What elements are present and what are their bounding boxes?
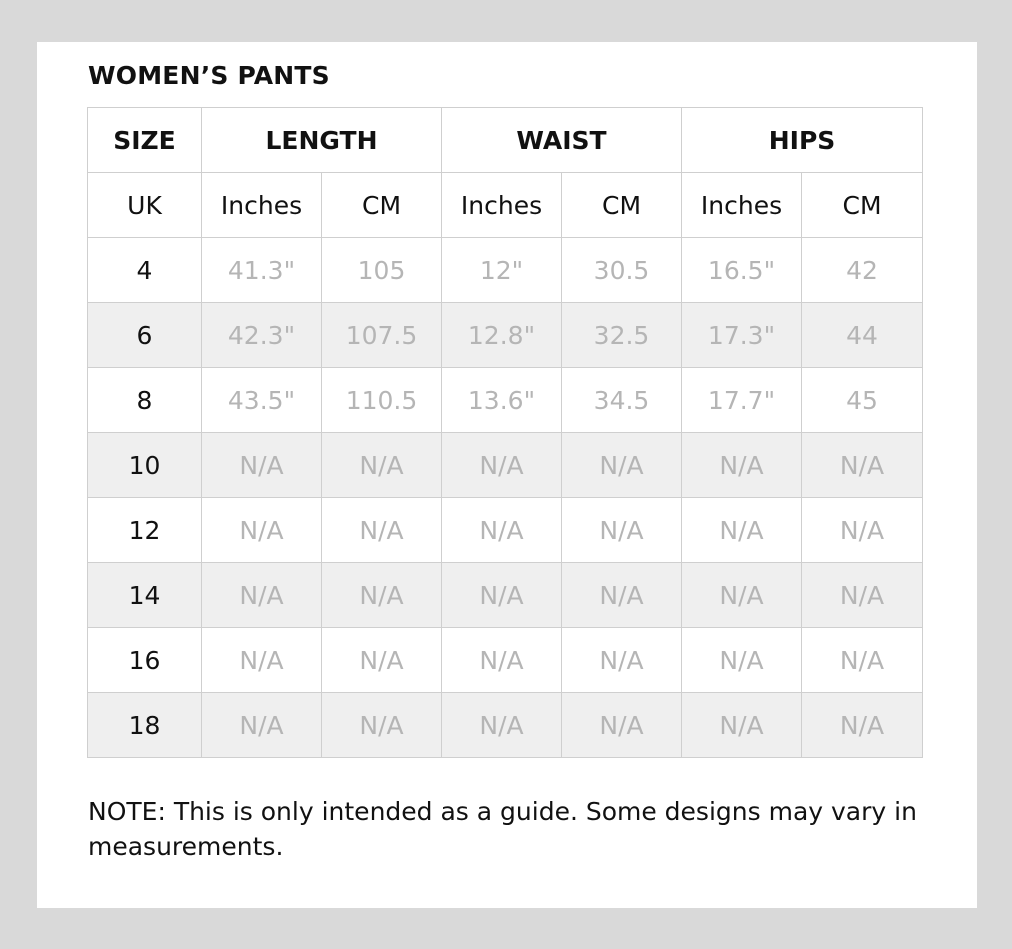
hips-cm-header: CM (802, 173, 923, 238)
hips-cm-cell: N/A (802, 563, 923, 628)
chart-title: WOMEN’S PANTS (88, 61, 330, 90)
length-cm-header: CM (322, 173, 442, 238)
length-inches-cell: N/A (202, 563, 322, 628)
size-cell: 8 (88, 368, 202, 433)
waist-inches-cell: N/A (442, 433, 562, 498)
table-row (88, 303, 923, 368)
length-inches-cell: 41.3" (202, 238, 322, 303)
hips-inches-cell: N/A (682, 628, 802, 693)
length-inches-header: Inches (202, 173, 322, 238)
waist-header: WAIST (442, 108, 682, 173)
table-row (88, 433, 923, 498)
hips-inches-cell: N/A (682, 693, 802, 758)
waist-cm-cell: N/A (562, 563, 682, 628)
length-inches-cell: N/A (202, 433, 322, 498)
hips-inches-header: Inches (682, 173, 802, 238)
table-row (88, 693, 923, 758)
hips-inches-cell: 17.7" (682, 368, 802, 433)
length-cm-cell: N/A (322, 498, 442, 563)
length-inches-cell: 43.5" (202, 368, 322, 433)
waist-inches-cell: 12" (442, 238, 562, 303)
length-inches-cell: N/A (202, 628, 322, 693)
hips-cm-cell: 42 (802, 238, 923, 303)
hips-cm-cell: N/A (802, 433, 923, 498)
hips-inches-cell: N/A (682, 563, 802, 628)
waist-inches-cell: N/A (442, 498, 562, 563)
length-header: LENGTH (202, 108, 442, 173)
size-chart-card (37, 42, 977, 908)
waist-cm-cell: N/A (562, 628, 682, 693)
hips-inches-cell: N/A (682, 433, 802, 498)
waist-cm-cell: N/A (562, 433, 682, 498)
waist-cm-cell: 30.5 (562, 238, 682, 303)
waist-inches-cell: 12.8" (442, 303, 562, 368)
hips-inches-cell: N/A (682, 498, 802, 563)
length-cm-cell: 105 (322, 238, 442, 303)
guide-note: NOTE: This is only intended as a guide. Some designs may vary in measurements. (88, 797, 917, 861)
length-cm-cell: N/A (322, 693, 442, 758)
length-inches-cell: N/A (202, 498, 322, 563)
size-cell: 14 (88, 563, 202, 628)
waist-cm-header: CM (562, 173, 682, 238)
table-row (88, 368, 923, 433)
table-row (88, 563, 923, 628)
hips-cm-cell: N/A (802, 498, 923, 563)
waist-cm-cell: N/A (562, 693, 682, 758)
table-row (88, 628, 923, 693)
size-header: SIZE (88, 108, 202, 173)
waist-cm-cell: N/A (562, 498, 682, 563)
hips-cm-cell: N/A (802, 628, 923, 693)
length-inches-cell: N/A (202, 693, 322, 758)
hips-inches-cell: 16.5" (682, 238, 802, 303)
length-cm-cell: N/A (322, 433, 442, 498)
length-inches-cell: 42.3" (202, 303, 322, 368)
hips-cm-cell: 45 (802, 368, 923, 433)
waist-cm-cell: 32.5 (562, 303, 682, 368)
waist-cm-cell: 34.5 (562, 368, 682, 433)
table-row (88, 498, 923, 563)
waist-inches-header: Inches (442, 173, 562, 238)
waist-inches-cell: N/A (442, 563, 562, 628)
hips-header: HIPS (682, 108, 923, 173)
size-table (87, 107, 923, 758)
length-cm-cell: N/A (322, 563, 442, 628)
size-cell: 6 (88, 303, 202, 368)
size-cell: 4 (88, 238, 202, 303)
size-cell: 16 (88, 628, 202, 693)
table-row (88, 238, 923, 303)
uk-unit-header: UK (88, 173, 202, 238)
size-cell: 10 (88, 433, 202, 498)
hips-inches-cell: 17.3" (682, 303, 802, 368)
length-cm-cell: 107.5 (322, 303, 442, 368)
size-cell: 18 (88, 693, 202, 758)
hips-cm-cell: 44 (802, 303, 923, 368)
size-cell: 12 (88, 498, 202, 563)
group-header-row (88, 108, 923, 173)
waist-inches-cell: N/A (442, 693, 562, 758)
waist-inches-cell: 13.6" (442, 368, 562, 433)
length-cm-cell: N/A (322, 628, 442, 693)
waist-inches-cell: N/A (442, 628, 562, 693)
hips-cm-cell: N/A (802, 693, 923, 758)
unit-header-row (88, 173, 923, 238)
length-cm-cell: 110.5 (322, 368, 442, 433)
